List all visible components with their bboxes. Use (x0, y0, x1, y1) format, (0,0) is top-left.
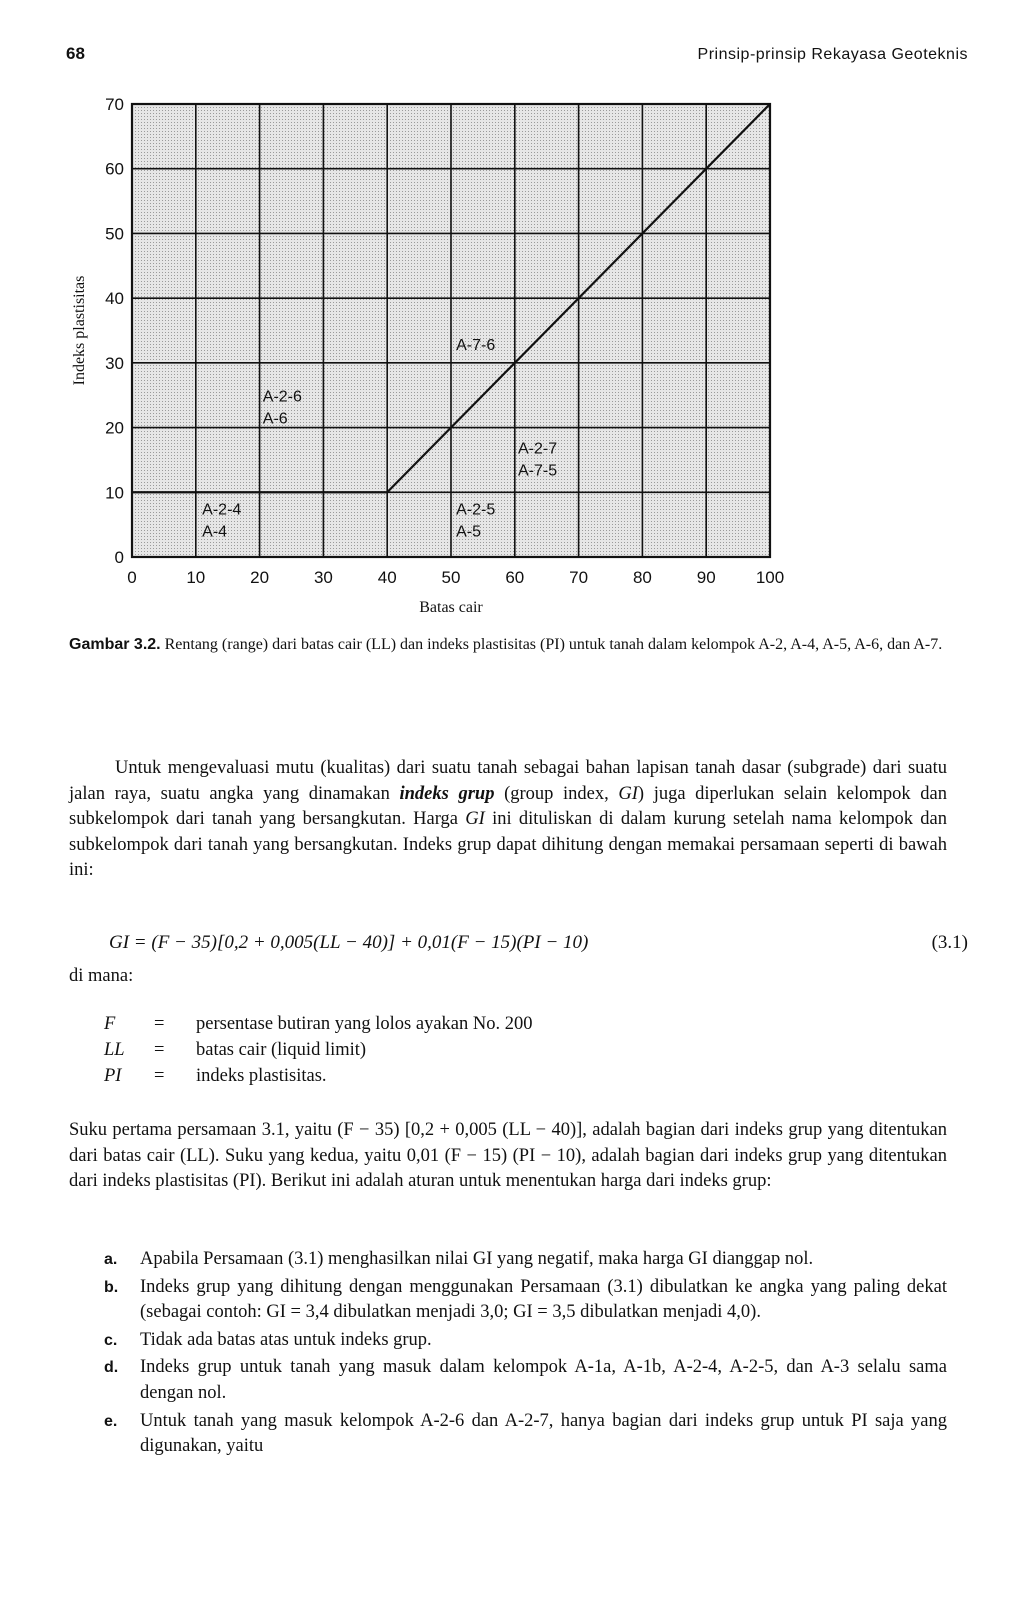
region-label: A-2-7 (517, 440, 558, 458)
x-tick-label: 60 (505, 568, 525, 587)
x-tick-label: 50 (441, 568, 461, 587)
definition-equals: = (154, 1066, 165, 1086)
x-tick-label: 80 (632, 568, 652, 587)
list-label: a. (104, 1251, 118, 1268)
list-label: c. (104, 1331, 118, 1349)
x-tick-label: 40 (377, 568, 397, 587)
region-label: A-7-5 (517, 462, 558, 480)
definition-equals: = (154, 1014, 165, 1034)
caption-text: Rentang (range) dari batas cair (LL) dan indeks plastisitas (PI) untuk tanah dalam kelompok A-2, A-4, A-5, A-6, dan A-7. (164, 636, 943, 653)
definition-symbol: LL (104, 1040, 125, 1060)
list-text: Apabila Persamaan (3.1) menghasilkan nilai GI yang negatif, maka harga GI dianggap nol. (140, 1249, 814, 1269)
y-tick-label: 40 (105, 289, 124, 309)
y-tick-label: 30 (105, 353, 124, 373)
list-text: Indeks grup untuk tanah yang masuk dalam kelompok A-1a, A-1b, A-2-4, A-2-5, dan A-3 selalu sama dengan nol. (140, 1357, 947, 1403)
term-indeks-grup: indeks grup (399, 783, 495, 804)
definition-text: indeks plastisitas. (196, 1066, 327, 1086)
region-label: A-2-6 (262, 388, 302, 406)
list-text: Tidak ada batas atas untuk indeks grup. (140, 1329, 432, 1350)
y-tick-label: 50 (105, 224, 124, 244)
y-tick-label: 10 (105, 483, 124, 503)
list-text: Indeks grup yang dihitung dengan menggunakan Persamaan (3.1) dibulatkan ke angka yang paling dekat (sebagai contoh: GI = 3,4 dibulatkan menjadi 3,0; GI = 3,5 dibulatkan menjadi 4,0). (140, 1276, 947, 1323)
running-header: Prinsip-prinsip Rekayasa Geoteknis (697, 46, 968, 63)
symbol-gi: GI (618, 783, 638, 804)
region-label: A-2-5 (456, 501, 496, 519)
y-tick-label: 0 (114, 548, 124, 567)
y-tick-label: 60 (105, 159, 124, 179)
region-label: A-5 (456, 523, 482, 541)
list-item (104, 1409, 947, 1460)
x-tick-label: 10 (186, 568, 206, 587)
x-tick-label: 70 (569, 568, 589, 587)
x-tick-label: 30 (313, 568, 333, 587)
x-axis-label: Batas cair (419, 599, 483, 616)
definition-symbol: F (104, 1014, 116, 1034)
plasticity-chart (60, 86, 800, 616)
para1-part: (group index, (494, 783, 619, 804)
list-label: d. (104, 1359, 119, 1377)
equation-text: GI = (F − 35)[0,2 + 0,005(LL − 40)] + 0,01(F − 15)(PI − 10) (109, 932, 589, 953)
region-label: A-7-6 (456, 336, 496, 354)
y-axis-label: Indeks plastisitas (71, 275, 88, 386)
list-item (104, 1275, 947, 1326)
caption-label: Gambar 3.2. (69, 636, 161, 653)
list-label: b. (104, 1278, 119, 1296)
rules-list (104, 1247, 947, 1462)
list-item (104, 1355, 947, 1406)
y-tick-label: 20 (105, 418, 124, 438)
para1-part: Untuk mengevaluasi mutu (kualitas) dari suatu tanah sebagai bahan lapisan tanah dasar (subgrade) dari suatu jalan raya, suatu angka yang dinamakan (69, 758, 947, 804)
para1-part: ini dituliskan di dalam kurung setelah nama kelompok dan subkelompok dari tanah yang bersangkutan. Indeks grup dapat dihitung dengan memakai persamaan seperti di bawah ini: (69, 809, 947, 881)
where-label: di mana: (69, 966, 134, 986)
equation-number: (3.1) (931, 932, 968, 953)
definition-text: batas cair (liquid limit) (196, 1040, 367, 1060)
list-label: e. (104, 1412, 118, 1430)
symbol-gi: GI (465, 809, 485, 830)
list-item (104, 1328, 947, 1354)
region-label: A-4 (202, 523, 228, 541)
x-tick-label: 0 (127, 568, 137, 587)
region-label: A-6 (262, 410, 288, 428)
definition-symbol: PI (104, 1066, 122, 1086)
list-text: Untuk tanah yang masuk kelompok A-2-6 dan A-2-7, hanya bagian dari indeks grup untuk PI saja yang digunakan, yaitu (140, 1410, 947, 1457)
y-tick-label: 70 (105, 95, 124, 114)
list-item (104, 1247, 947, 1273)
equation (109, 932, 588, 954)
x-tick-label: 90 (696, 568, 716, 587)
page-number: 68 (66, 44, 85, 63)
region-label: A-2-4 (202, 501, 242, 519)
figure-caption (69, 634, 969, 656)
para1-part: ) juga diperlukan selain kelompok dan subkelompok dari tanah yang bersangkutan. Harga (69, 783, 947, 830)
x-tick-label: 100 (755, 568, 785, 587)
definition-text: persentase butiran yang lolos ayakan No. 200 (196, 1014, 533, 1034)
paragraph-terms: Suku pertama persamaan 3.1, yaitu (F − 35) [0,2 + 0,005 (LL − 40)], adalah bagian dari indeks grup yang ditentukan dari batas cair (LL). Suku yang kedua, yaitu 0,01 (F − 15) (PI − 10), adalah bagian dari indeks grup yang ditentukan dari indeks plastisitas (PI). Berikut ini adalah aturan untuk menentukan harga dari indeks grup: (69, 1120, 947, 1192)
definition-equals: = (154, 1040, 165, 1060)
x-tick-label: 20 (250, 568, 270, 587)
paragraph-intro (69, 756, 947, 884)
